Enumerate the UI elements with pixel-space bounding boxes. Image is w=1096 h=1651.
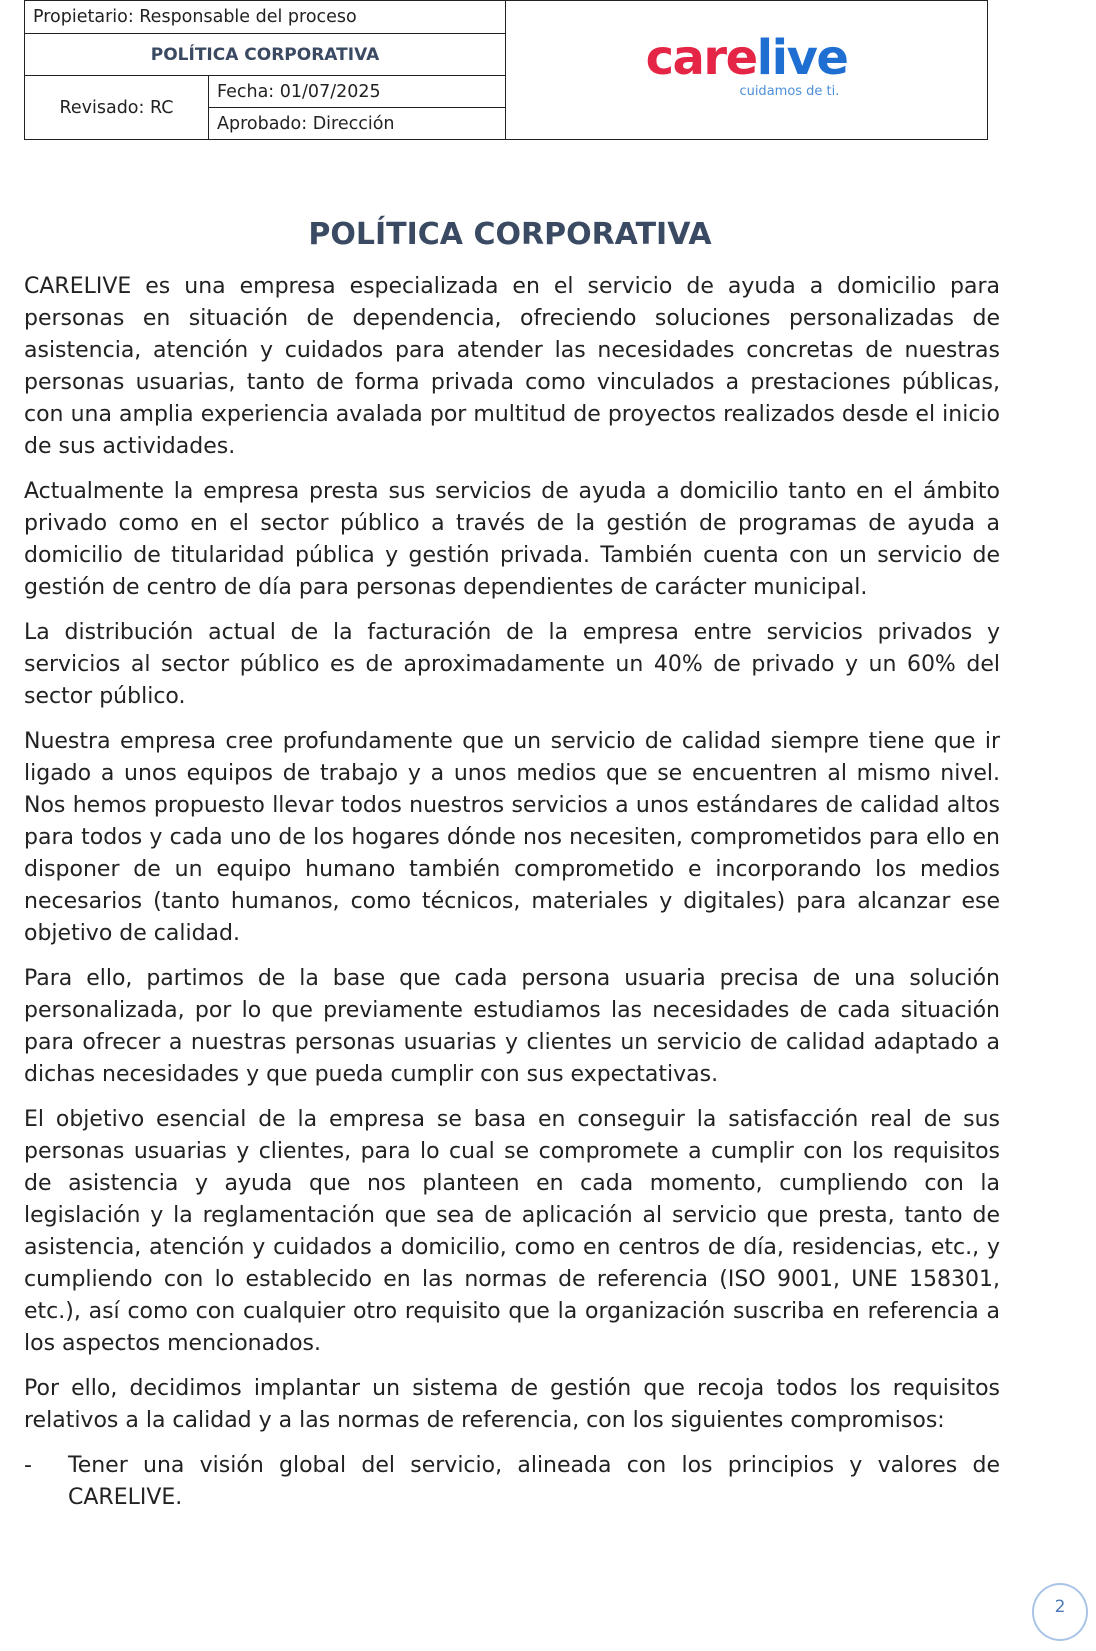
list-marker: - [24,1453,32,1478]
date-field: Fecha: 01/07/2025 [209,76,505,108]
reviewed-field: Revisado: RC [25,76,209,139]
logo-cell [506,1,987,139]
approved-field: Aprobado: Dirección [217,113,395,134]
header-info [25,1,506,139]
page-title: POLÍTICA CORPORATIVA [308,217,712,252]
paragraph: Actualmente la empresa presta sus servicios de ayuda a domicilio tanto en el ámbito privado como en el sector público a través de la gestión de programas de ayuda a domicilio de titularidad pública y gestión privada. También cuenta con un servicio de gestión de centro de día para personas dependientes de carácter municipal. [24,479,1000,600]
owner-field: Propietario: Responsable del proceso [25,1,505,34]
paragraph: CARELIVE es una empresa especializada en el servicio de ayuda a domicilio para personas en situación de dependencia, ofreciendo soluciones personalizadas de asistencia, atención y cuidados para atender las necesidades concretas de nuestras personas usuarias, tanto de forma privada como vinculados a prestaciones públicas, con una amplia experiencia avalada por multitud de proyectos realizados desde el inicio de sus actividades. [24,274,1000,459]
logo-wordmark [645,29,848,86]
logo-word-care: care [645,29,757,86]
paragraph: La distribución actual de la facturación de la empresa entre servicios privados y servicios al sector público es de aproximadamente un 40% de privado y un 60% del sector público. [24,620,1000,709]
header-meta-row [25,76,505,139]
header-doc-title: POLÍTICA CORPORATIVA [25,34,505,76]
paragraph: Nuestra empresa cree profundamente que un servicio de calidad siempre tiene que ir ligado a unos equipos de trabajo y a unos medios que se encuentren al mismo nivel. Nos hemos propuesto llevar todos nuestros servicios a unos estándares de calidad altos para todos y cada uno de los hogares dónde nos necesiten, comprometidos para ello en disponer de un equipo humano también comprometido e incorporando los medios necesarios (tanto humanos, como técnicos, materiales y digitales) para alcanzar ese objetivo de calidad. [24,729,1000,946]
carelive-logo [645,29,848,99]
list-item [24,1450,1000,1514]
logo-tagline: cuidamos de ti. [739,83,840,99]
list-item-text: Tener una visión global del servicio, alineada con los principios y valores de CARELIVE. [68,1453,1000,1510]
paragraph: El objetivo esencial de la empresa se basa en conseguir la satisfacción real de sus personas usuarias y clientes, para lo cual se compromete a cumplir con los requisitos de asistencia y ayuda que nos planteen en cada momento, cumpliendo con la legislación y la reglamentación que sea de aplicación al servicio que presta, tanto de asistencia, atención y cuidados a domicilio, como en centros de día, residencias, etc., y cumpliendo con lo establecido en las normas de referencia (ISO 9001, UNE 158301, etc.), así como con cualquier otro requisito que la organización suscriba en referencia a los aspectos mencionados. [24,1107,1000,1356]
paragraph: Por ello, decidimos implantar un sistema de gestión que recoja todos los requisitos relativos a la calidad y a las normas de referencia, con los siguientes compromisos: [24,1376,1000,1433]
document-header [24,0,988,140]
date-approval-column [209,76,505,139]
page-number: 2 [1032,1583,1088,1641]
paragraph: Para ello, partimos de la base que cada persona usuaria precisa de una solución personalizada, por lo que previamente estudiamos las necesidades de cada situación para ofrecer a nuestras personas usuarias y clientes un servicio de calidad adaptado a dichas necesidades y que pueda cumplir con sus expectativas. [24,966,1000,1087]
logo-word-live: live [756,29,848,86]
document-body [24,271,1000,1514]
